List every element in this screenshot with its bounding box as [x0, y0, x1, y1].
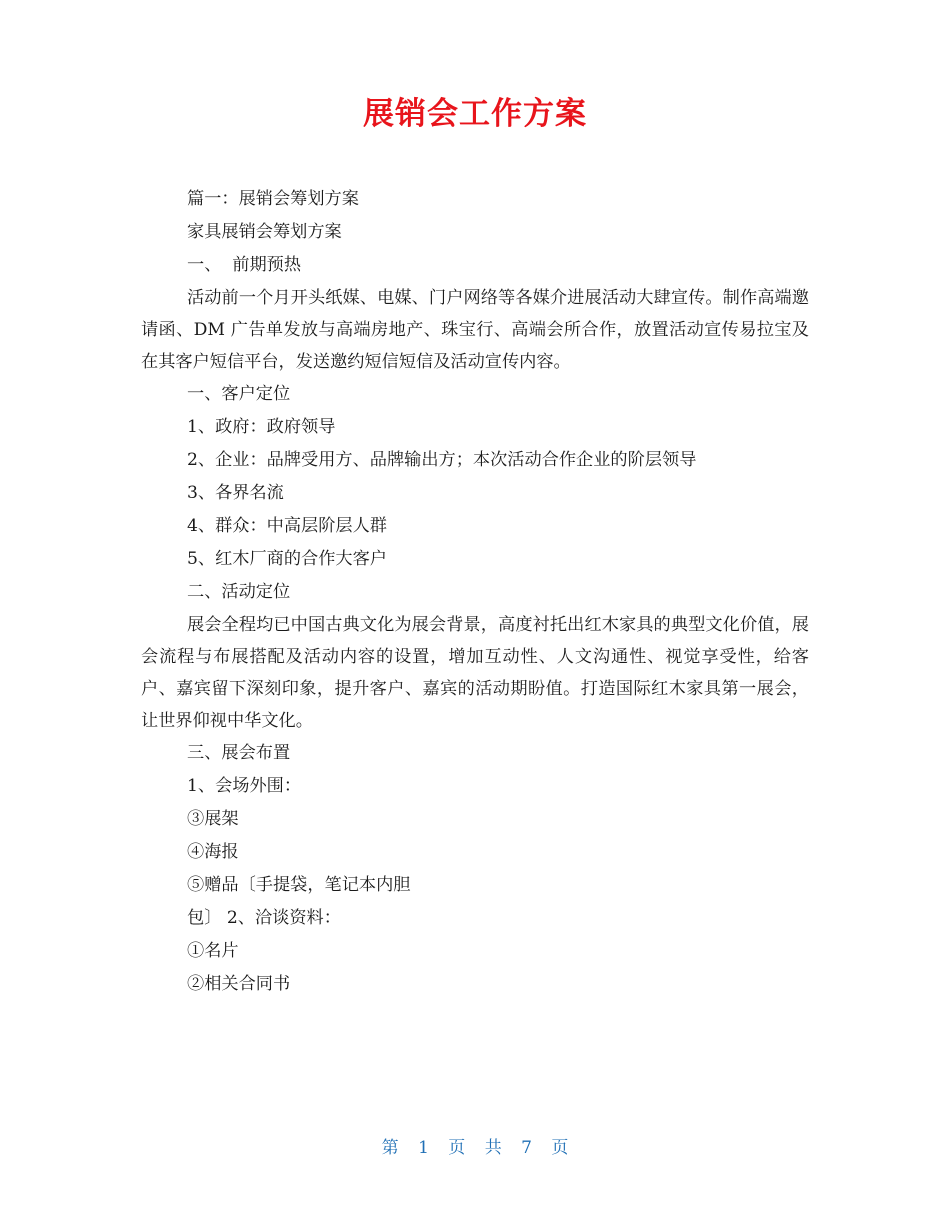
text-line: ⑤赠品〔手提袋，笔记本内胆 — [187, 875, 411, 895]
text-line: 家具展销会筹划方案 — [187, 222, 342, 242]
page-footer — [0, 1133, 950, 1158]
text-line: ④海报 — [187, 842, 239, 862]
paragraph: 活动前一个月开头纸媒、电媒、门户网络等各媒介进展活动大肆宣传。制作高端邀请函、DM 广告单发放与高端房地产、珠宝行、高端会所合作，放置活动宣传易拉宝及在其客户短信平台，发送邀约短信短信及活动宣传内容。 — [141, 288, 809, 372]
text-line: 3、各界名流 — [187, 483, 284, 503]
text-line: 一、 前期预热 — [187, 255, 302, 275]
footer-suffix: 页 — [551, 1138, 569, 1158]
page-title: 展销会工作方案 — [363, 96, 587, 132]
paragraph: 展会全程均已中国古典文化为展会背景，高度衬托出红木家具的典型文化价值，展会流程与布展搭配及活动内容的设置，增加互动性、人文沟通性、视觉享受性，给客户、嘉宾留下深刻印象，提升客户、嘉宾的活动期盼值。打造国际红木家具第一展会，让世界仰视中华文化。 — [141, 615, 809, 731]
text-line: ③展架 — [187, 809, 239, 829]
footer-total-pages: 7 — [521, 1138, 532, 1158]
document-body — [141, 183, 809, 1001]
text-line: ①名片 — [187, 941, 239, 961]
text-line: 三、展会布置 — [187, 743, 291, 763]
text-line: 篇一：展销会筹划方案 — [187, 189, 359, 209]
text-line: ②相关合同书 — [187, 974, 291, 994]
text-line: 二、活动定位 — [187, 582, 291, 602]
footer-mid2: 共 — [484, 1138, 502, 1158]
footer-prefix: 第 — [381, 1138, 399, 1158]
footer-page-number: 1 — [418, 1138, 429, 1158]
text-line: 1、会场外围： — [187, 776, 302, 796]
footer-mid1: 页 — [448, 1138, 466, 1158]
text-line: 5、红木厂商的合作大客户 — [187, 549, 387, 569]
text-line: 一、客户定位 — [187, 384, 291, 404]
text-line: 2、企业：品牌受用方、品牌输出方；本次活动合作企业的阶层领导 — [187, 450, 697, 470]
text-line: 1、政府：政府领导 — [187, 417, 336, 437]
text-line: 4、群众：中高层阶层人群 — [187, 516, 387, 536]
text-line: 包〕 2、洽谈资料： — [187, 908, 341, 928]
